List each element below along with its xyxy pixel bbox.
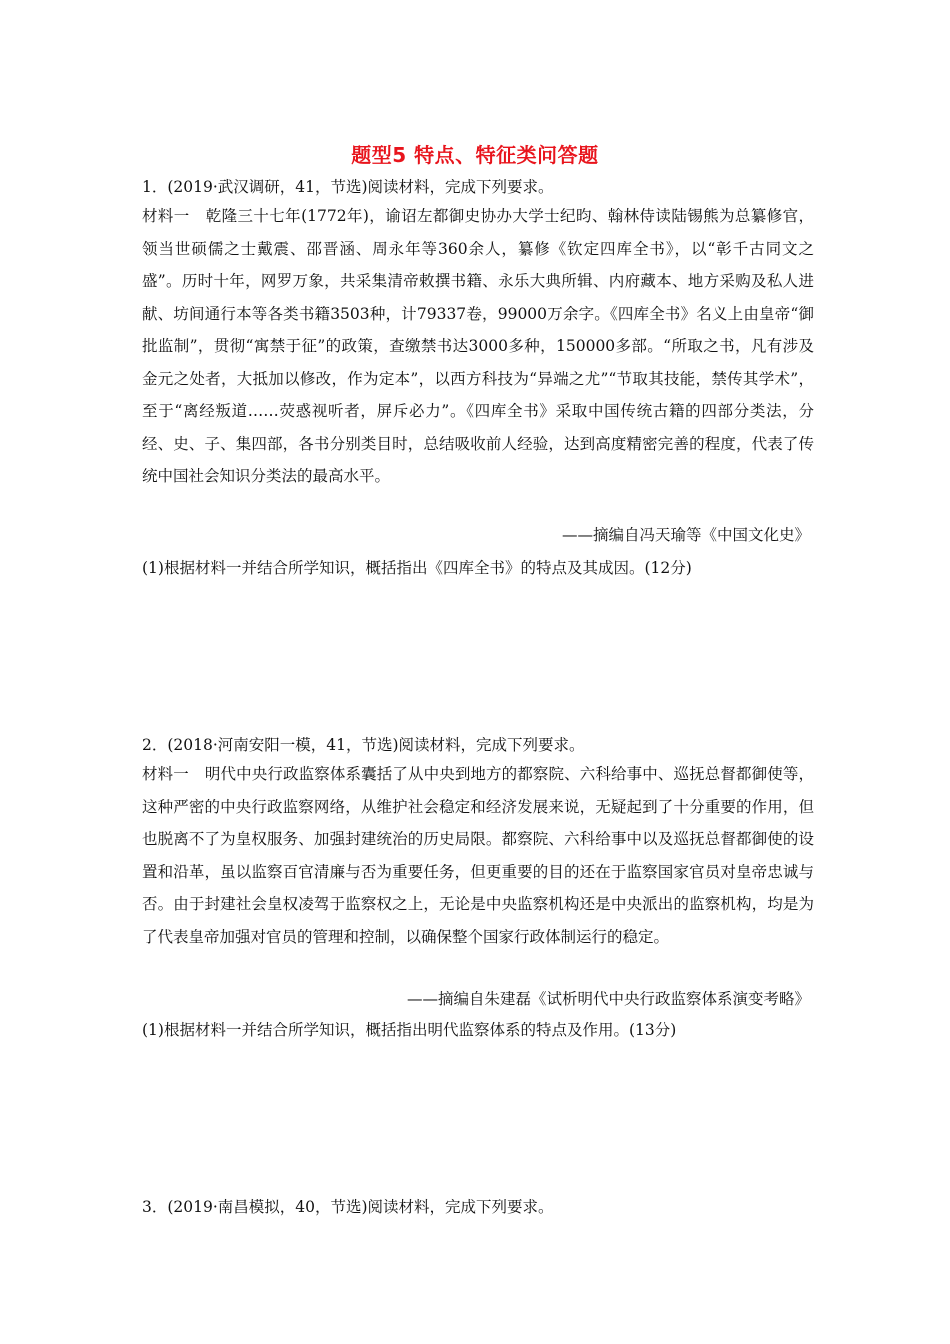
q3-header: 3．(2019·南昌模拟，40，节选)阅读材料，完成下列要求。 xyxy=(142,1198,554,1216)
q1-source: ——摘编自冯天瑜等《中国文化史》 xyxy=(561,526,810,544)
q2-material-text: 明代中央行政监察体系囊括了从中央到地方的都察院、六科给事中、巡抚总督都御使等，这种严密的中央行政监察网络，从维护社会稳定和经济发展来说，无疑起到了十分重要的作用，但也脱离不了为皇权服务、加强封建统治的历史局限。都察院、六科给事中以及巡抚总督都御使的设置和沿革，虽以监察百官清廉与否为重要任务，但更重要的目的还在于监察国家官员对皇帝忠诚与否。由于封建社会皇权凌驾于监察权之上，无论是中央监察机构还是中央派出的监察机构，均是为了代表皇帝加强对官员的管理和控制，以确保整个国家行政体制运行的稳定。 xyxy=(142,765,814,946)
q2-question: (1)根据材料一并结合所学知识，概括指出明代监察体系的特点及作用。(13分) xyxy=(142,1021,677,1039)
q2-material xyxy=(142,758,814,953)
page-title: 题型5 特点、特征类问答题 xyxy=(351,143,599,167)
q2-material-label: 材料一 xyxy=(142,765,189,783)
q1-material-label: 材料一 xyxy=(142,207,190,225)
q2-header: 2．(2018·河南安阳一模，41，节选)阅读材料，完成下列要求。 xyxy=(142,736,585,754)
q2-source: ——摘编自朱建磊《试析明代中央行政监察体系演变考略》 xyxy=(406,990,810,1008)
q1-question: (1)根据材料一并结合所学知识，概括指出《四库全书》的特点及其成因。(12分) xyxy=(142,559,692,577)
q1-material xyxy=(142,200,814,493)
q1-material-text: 乾隆三十七年(1772年)，谕诏左都御史协办大学士纪昀、翰林侍读陆锡熊为总纂修官，领当世硕儒之士戴震、邵晋涵、周永年等360余人，纂修《钦定四库全书》，以“彰千古同文之盛”。历时十年，网罗万象，共采集清帝敕撰书籍、永乐大典所辑、内府藏本、地方采购及私人进献、坊间通行本等各类书籍3503种，计79337卷，99000万余字。《四库全书》名义上由皇帝“御批监制”，贯彻“寓禁于征”的政策，查缴禁书达3000多种，150000多部。“所取之书，凡有涉及金元之处者，大抵加以修改，作为定本”，以西方科技为“异端之尤”“节取其技能，禁传其学术”，至于“离经叛道……荧惑视听者，屏斥必力”。《四库全书》采取中国传统古籍的四部分类法，分经、史、子、集四部，各书分别类目时，总结吸收前人经验，达到高度精密完善的程度，代表了传统中国社会知识分类法的最高水平。 xyxy=(142,207,814,485)
q1-header: 1．(2019·武汉调研，41，节选)阅读材料，完成下列要求。 xyxy=(142,178,554,196)
